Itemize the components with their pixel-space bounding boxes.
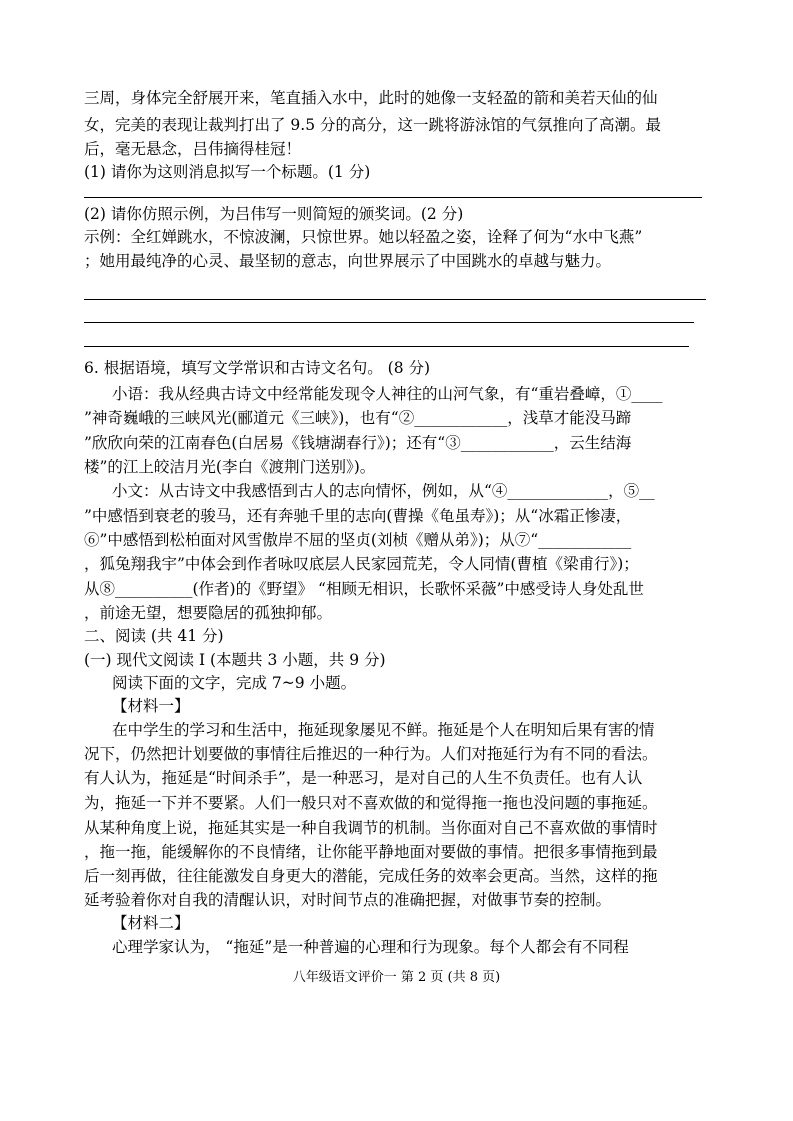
question-1: (1) 请你为这则消息拟写一个标题。(1 分)	[84, 163, 371, 181]
question-6-heading: 6. 根据语境，填写文学常识和古诗文名句。 (8 分)	[84, 359, 431, 377]
text-line: 在中学生的学习和生活中，拖延现象屡见不鲜。拖延是个人在明知后果有害的情	[112, 721, 655, 739]
text-line: ”神奇巍峨的三峡风光(郦道元《三峡》)，也有“②____________，浅草才能没马蹄	[84, 409, 632, 427]
page-footer: 八年级语文评价一 第 2 页 (共 8 页)	[292, 970, 501, 985]
text-line: 后一刻再做，往往能激发自身更大的潜能，完成任务的效率会更高。当然，这样的拖	[84, 867, 658, 885]
text-line: 况下，仍然把计划要做的事情往后推迟的一种行为。人们对拖延行为有不同的看法。	[84, 745, 658, 763]
subsection-heading: (一) 现代文阅读 Ⅰ (本题共 3 小题，共 9 分)	[84, 651, 386, 669]
text-line: 延考验着你对自我的清醒认识，对时间节点的准确把握，对做事节奏的控制。	[84, 891, 612, 909]
answer-rule	[84, 299, 706, 300]
text-line: 三周，身体完全舒展开来，笔直插入水中，此时的她像一支轻盈的箭和美若天仙的仙	[84, 89, 658, 107]
text-line: 心理学家认为， “拖延”是一种普遍的心理和行为现象。每个人都会有不同程	[112, 938, 629, 956]
text-line: 后，毫无悬念，吕伟摘得桂冠！	[84, 140, 302, 158]
text-line: ，前途无望，想要隐居的孤独抑郁。	[84, 604, 333, 622]
instruction: 阅读下面的文字，完成 7~9 小题。	[112, 674, 357, 692]
text-line: 楼”的江上皎洁月光(李白《渡荆门送别》)。	[84, 458, 376, 476]
answer-rule	[84, 322, 694, 323]
answer-rule	[84, 197, 702, 198]
text-line: 从某种角度上说，拖延其实是一种自我调节的机制。当你面对自己不喜欢做的事情时	[84, 819, 658, 837]
text-line: ，拖一拖，能缓解你的不良情绪，让你能平静地面对要做的事情。把很多事情拖到最	[84, 843, 658, 861]
text-line: ”中感悟到衰老的骏马，还有奔驰千里的志向(曹操《龟虽寿》)；从“冰霜正惨凄，	[84, 507, 632, 525]
text-line: ；她用最纯净的心灵、最坚韧的意志，向世界展示了中国跳水的卓越与魅力。	[84, 252, 612, 270]
text-line: 示例：全红婵跳水，不惊波澜，只惊世界。她以轻盈之姿，诠释了何为“水中飞燕”	[84, 228, 643, 246]
text-line: ”欣欣向荣的江南春色(白居易《钱塘湖春行》)；还有“③____________，云生结海	[84, 434, 632, 452]
text-line: ⑥”中感悟到松柏面对风雪傲岸不屈的坚贞(刘桢《赠从弟》)；从⑦“____________	[84, 531, 632, 549]
text-line: 从⑧__________(作者)的《野望》 “相顾无相识，长歌怀采薇”中感受诗人身处乱世	[84, 580, 644, 598]
question-2: (2) 请你仿照示例，为吕伟写一则简短的颁奖词。(2 分)	[84, 205, 464, 223]
material-1-heading: 【材料一】	[112, 697, 190, 715]
material-2-heading: 【材料二】	[112, 914, 190, 932]
text-line: 女，完美的表现让裁判打出了 9.5 分的高分，这一跳将游泳馆的气氛推向了高潮。最	[84, 116, 662, 134]
text-line: ，狐兔翔我宇”中体会到作者咏叹底层人民家园荒芜，令人同情(曹植《梁甫行》)；	[84, 555, 639, 573]
text-line: 小文：从古诗文中我感悟到古人的志向情怀，例如，从“④_____________，⑤__	[112, 482, 655, 500]
text-line: 小语：我从经典古诗文中经常能发现令人神往的山河气象，有“重岩叠嶂，①____	[112, 385, 663, 403]
section-heading: 二、阅读 (共 41 分)	[84, 627, 224, 645]
answer-rule	[84, 346, 689, 347]
text-line: 为，拖延一下并不要紧。人们一般只对不喜欢做的和觉得拖一拖也没问题的事拖延。	[84, 794, 658, 812]
text-line: 有人认为，拖延是“时间杀手”，是一种恶习，是对自己的人生不负责任。也有人认	[84, 769, 643, 787]
